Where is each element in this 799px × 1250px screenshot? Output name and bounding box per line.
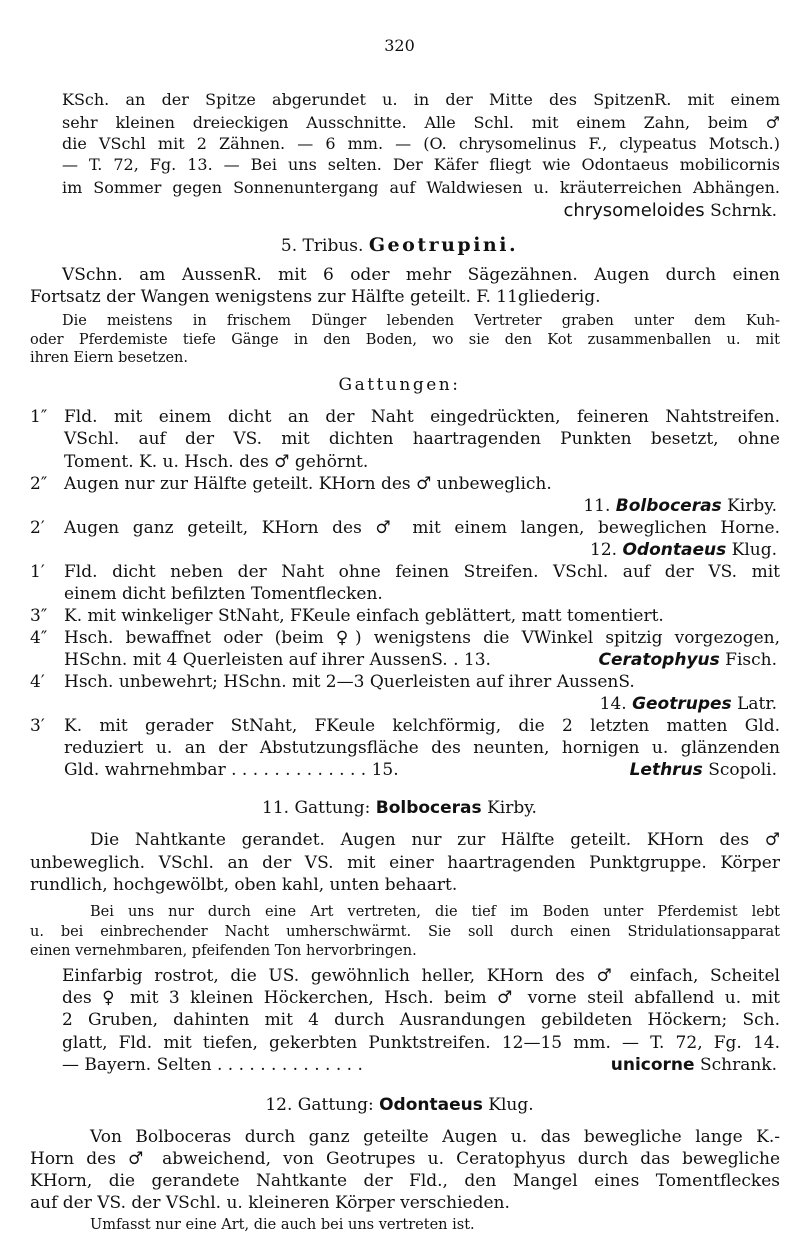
result-number: 14. (599, 694, 627, 714)
key-number: 1′ (30, 562, 45, 582)
text-line: Fortsatz der Wangen wenigstens zur Hälfte geteilt. F. 11gliederig. (30, 287, 601, 307)
key-number: 4″ (30, 628, 48, 648)
text-line: VSchn. am AussenR. mit 6 oder mehr Sägezähnen. Augen durch einen (62, 265, 780, 285)
key-line: Hsch. unbewehrt; HSchn. mit 2—3 Querleisten auf ihrer AussenS. (64, 672, 635, 692)
key-result (590, 542, 777, 559)
text-line: sehr kleinen dreieckigen Ausschnitte. Alle Schl. mit einem Zahn, beim ♂ (62, 113, 780, 132)
text-line: — T. 72, Fg. 13. — Bei uns selten. Der Käfer fliegt wie Odontaeus mobilicornis (62, 155, 780, 174)
key-result (600, 696, 777, 713)
key-line: Fld. dicht neben der Naht ohne feinen Streifen. VSchl. auf der VS. mit (64, 562, 780, 582)
key-line: HSchn. mit 4 Querleisten auf ihrer AussenS. . 13. (64, 650, 491, 670)
result-number: 12. (590, 540, 618, 560)
key-line: Gld. wahrnehmbar . . . . . . . . . . . . . 15. (64, 760, 399, 780)
text-line: 2 Gruben, dahinten mit 4 durch Ausrandungen gebildeten Höckern; Sch. (62, 1010, 780, 1030)
key-number: 1″ (30, 407, 48, 427)
key-result (630, 762, 777, 779)
species-name: chrysomeloides (563, 200, 705, 221)
genus-author: Scopoli. (708, 760, 777, 780)
text-line: die VSchl mit 2 Zähnen. — 6 mm. — (O. chrysomelinus F., clypeatus Motsch.) (62, 134, 780, 153)
key-line: einem dicht befilzten Tomentflecken. (64, 584, 383, 604)
key-line: VSchl. auf der VS. mit dichten haartragenden Punkten besetzt, ohne (64, 429, 780, 449)
text-line: Einfarbig rostrot, die US. gewöhnlich heller, KHorn des ♂ einfach, Scheitel (62, 966, 780, 986)
genus-name: Ceratophyus (598, 650, 720, 670)
text-line: oder Pferdemiste tiefe Gänge in den Boden, wo sie den Kot zusammenballen u. mit (30, 332, 780, 348)
key-number: 4′ (30, 672, 45, 692)
genus-heading-prefix: 12. Gattung: (265, 1095, 374, 1115)
genus-heading (0, 1097, 799, 1114)
key-number: 3′ (30, 716, 45, 736)
text-line: Bei uns nur durch eine Art vertreten, die tief im Boden unter Pferdemist lebt (90, 904, 780, 920)
species-line (563, 202, 777, 220)
key-line: Augen ganz geteilt, KHorn des ♂ mit einem langen, beweglichen Horne. (64, 518, 780, 538)
genus-name: Bolboceras (615, 496, 722, 516)
genus-heading-prefix: 11. Gattung: (262, 798, 371, 818)
genus-author: Fisch. (725, 650, 777, 670)
key-result (599, 652, 778, 669)
text-line: u. bei einbrechender Nacht umherschwärmt. Sie soll durch einen Stridulationsapparat (30, 924, 780, 940)
text-line: Die Nahtkante gerandet. Augen nur zur Hälfte geteilt. KHorn des ♂ (90, 830, 780, 850)
key-line: Hsch. bewaffnet oder (beim ♀) wenigstens die VWinkel spitzig vorgezogen, (64, 628, 780, 648)
key-line: K. mit winkeliger StNaht, FKeule einfach geblättert, matt tomentiert. (64, 606, 664, 626)
gattungen-heading: Gattungen: (338, 375, 461, 395)
genus-heading-name: Odontaeus (379, 1095, 483, 1115)
text-line: ihren Eiern besetzen. (30, 350, 188, 366)
text-line: KSch. an der Spitze abgerundet u. in der Mitte des SpitzenR. mit einem (62, 90, 780, 109)
genus-author: Kirby. (727, 496, 777, 516)
key-number: 2′ (30, 518, 45, 538)
tribus-heading (0, 236, 799, 255)
key-number: 3″ (30, 606, 48, 626)
genus-heading (0, 800, 799, 817)
key-line: Fld. mit einem dicht an der Naht eingedrückten, feineren Nahtstreifen. (64, 407, 780, 427)
genus-heading-name: Bolboceras (375, 798, 482, 818)
tribus-name: Geotrupini. (368, 234, 519, 256)
text-line: glatt, Fld. mit tiefen, gekerbten Punktstreifen. 12—15 mm. — T. 72, Fg. 14. (62, 1033, 780, 1053)
genus-author: Klug. (731, 540, 777, 560)
key-line: Augen nur zur Hälfte geteilt. KHorn des ♂ unbeweglich. (64, 474, 552, 494)
text-line: einen vernehmbaren, pfeifenden Ton hervorbringen. (30, 943, 417, 959)
genus-author: Latr. (737, 694, 777, 714)
genus-name: Odontaeus (622, 540, 727, 560)
text-line: Horn des ♂ abweichend, von Geotrupes u. Ceratophyus durch das bewegliche (30, 1149, 780, 1169)
species-author: Schrank. (699, 1055, 777, 1075)
text-line: im Sommer gegen Sonnenuntergang auf Waldwiesen u. kräuterreichen Abhängen. (62, 178, 780, 197)
tribus-prefix: 5. Tribus. (280, 236, 364, 256)
text-line: Von Bolboceras durch ganz geteilte Augen u. das bewegliche lange K.- (90, 1127, 780, 1147)
page-number: 320 (384, 36, 415, 55)
genus-heading-author: Kirby. (487, 798, 537, 818)
text-line: des ♀ mit 3 kleinen Höckerchen, Hsch. beim ♂ vorne steil abfallend u. mit (62, 988, 780, 1008)
species-author: Schrnk. (710, 201, 777, 221)
species-name: unicorne (610, 1055, 695, 1075)
text-line: — Bayern. Selten . . . . . . . . . . . . . . (62, 1055, 363, 1075)
genus-name: Geotrupes (632, 694, 732, 714)
text-line: KHorn, die gerandete Nahtkante der Fld., den Mangel eines Tomentfleckes (30, 1171, 780, 1191)
genus-heading-author: Klug. (488, 1095, 534, 1115)
key-line: K. mit gerader StNaht, FKeule kelchförmig, die 2 letzten matten Gld. (64, 716, 780, 736)
text-line: rundlich, hochgewölbt, oben kahl, unten behaart. (30, 875, 458, 895)
key-line: reduziert u. an der Abstutzungsfläche des neunten, hornigen u. glänzenden (64, 738, 780, 758)
text-line: unbeweglich. VSchl. an der VS. mit einer haartragenden Punktgruppe. Körper (30, 853, 780, 873)
key-number: 2″ (30, 474, 48, 494)
species-line (611, 1057, 777, 1074)
text-line: Umfasst nur eine Art, die auch bei uns vertreten ist. (90, 1217, 475, 1233)
genus-name: Lethrus (629, 760, 703, 780)
key-line: Toment. K. u. Hsch. des ♂ gehörnt. (64, 452, 369, 472)
text-line: auf der VS. der VSchl. u. kleineren Körper verschieden. (30, 1193, 510, 1213)
text-line: Die meistens in frischem Dünger lebenden Vertreter graben unter dem Kuh- (62, 313, 780, 329)
result-number: 11. (583, 496, 611, 516)
key-result (583, 498, 777, 515)
